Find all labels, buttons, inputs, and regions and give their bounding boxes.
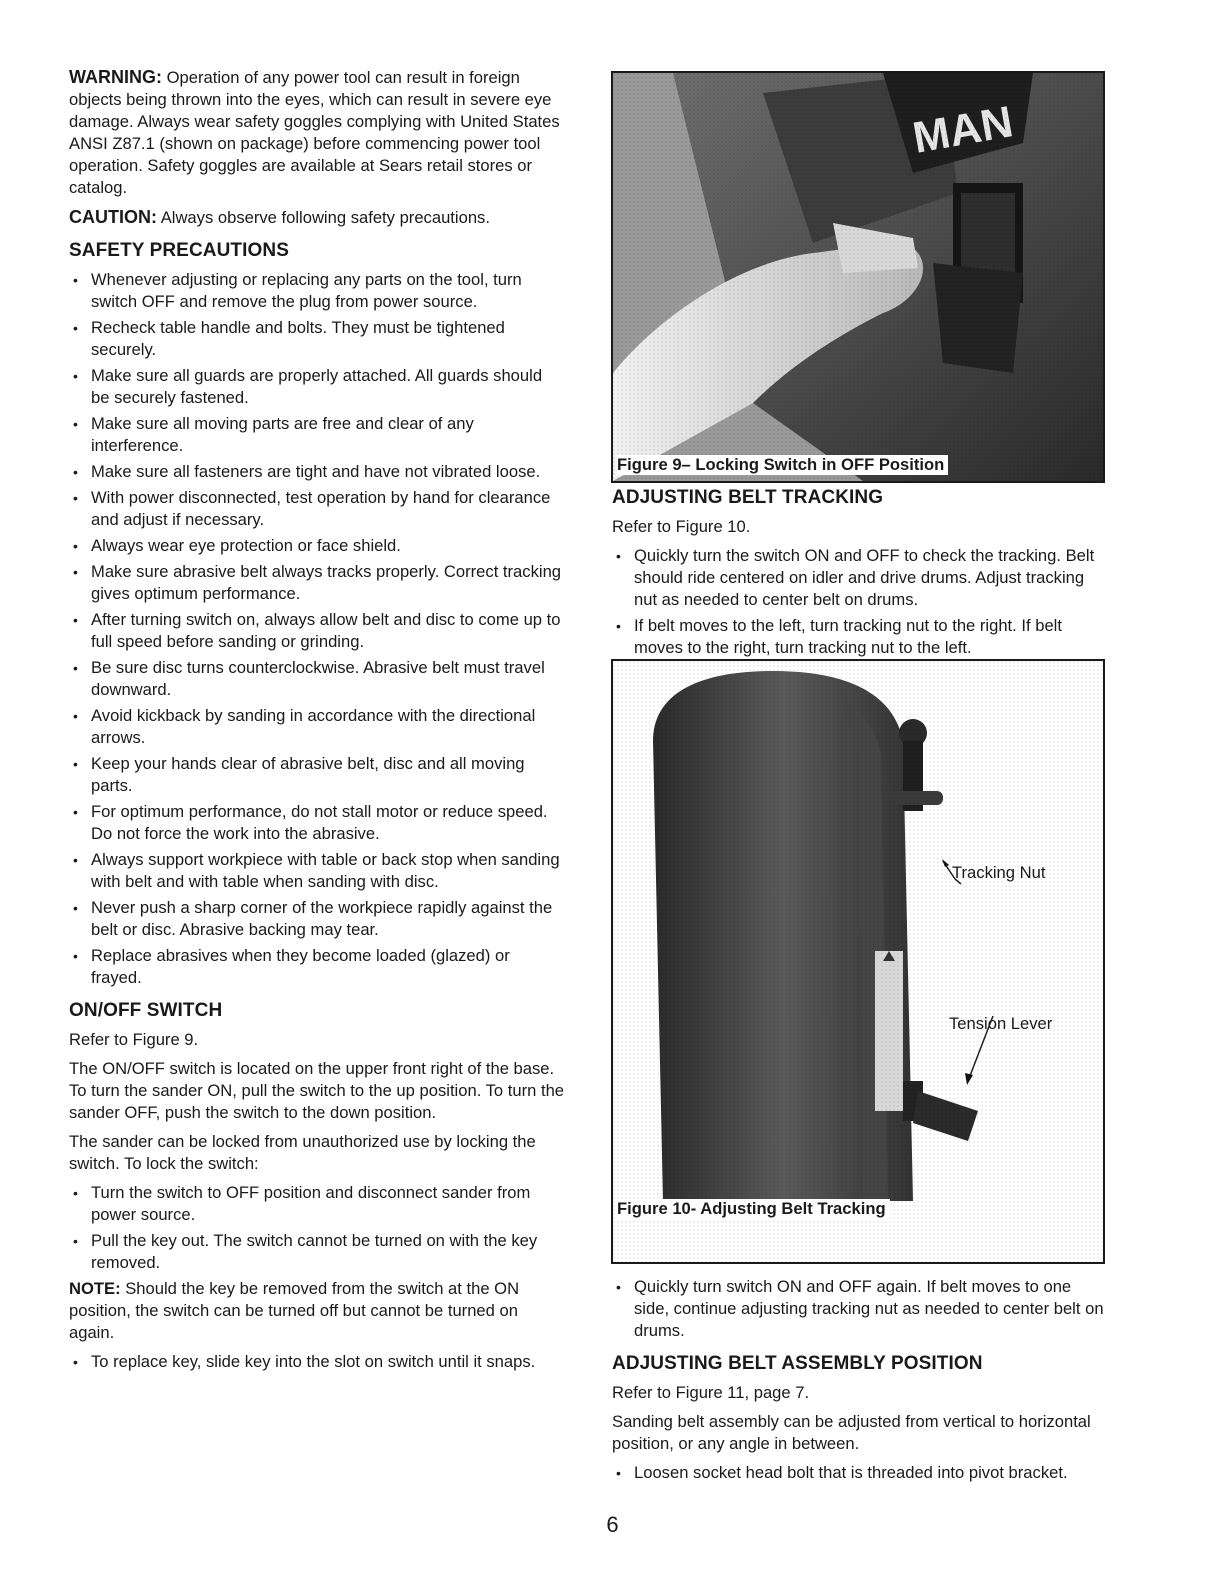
list-item: • For optimum performance, do not stall motor or reduce speed. Do not force the work into the abrasive. xyxy=(69,801,565,845)
list-item: • To replace key, slide key into the slot on switch until it snaps. xyxy=(69,1351,565,1373)
list-item: • With power disconnected, test operation by hand for clearance and adjust if necessary. xyxy=(69,487,565,531)
assembly-heading: ADJUSTING BELT ASSEMBLY POSITION xyxy=(612,1353,983,1374)
list-item: • After turning switch on, always allow belt and disc to come up to full speed before sanding or grinding. xyxy=(69,609,565,653)
onoff-list-2 xyxy=(69,1351,565,1373)
note-paragraph xyxy=(69,1278,565,1344)
list-item: • Avoid kickback by sanding in accordance with the directional arrows. xyxy=(69,705,565,749)
list-item: • Always wear eye protection or face shield. xyxy=(69,535,565,557)
safety-heading: SAFETY PRECAUTIONS xyxy=(69,240,289,261)
list-item: • If belt moves to the left, turn tracking nut to the right. If belt moves to the right, turn tracking nut to the left. xyxy=(612,615,1104,659)
caution-text: Always observe following safety precautions. xyxy=(157,208,490,227)
list-item: • Recheck table handle and bolts. They must be tightened securely. xyxy=(69,317,565,361)
list-item: • Make sure abrasive belt always tracks properly. Correct tracking gives optimum performance. xyxy=(69,561,565,605)
figure-9-caption: Figure 9– Locking Switch in OFF Position xyxy=(617,455,948,475)
list-item: • Whenever adjusting or replacing any parts on the tool, turn switch OFF and remove the plug from power source. xyxy=(69,269,565,313)
list-item: • Loosen socket head bolt that is threaded into pivot bracket. xyxy=(612,1462,1104,1484)
list-item: • Never push a sharp corner of the workpiece rapidly against the belt or disc. Abrasive backing may tear. xyxy=(69,897,565,941)
page-number: 6 xyxy=(606,1512,619,1537)
list-item: • Make sure all moving parts are free and clear of any interference. xyxy=(69,413,565,457)
onoff-list xyxy=(69,1182,565,1274)
tracking-ref: Refer to Figure 10. xyxy=(612,517,751,536)
onoff-heading: ON/OFF SWITCH xyxy=(69,1000,223,1021)
list-item: • Be sure disc turns counterclockwise. Abrasive belt must travel downward. xyxy=(69,657,565,701)
figure-10 xyxy=(611,659,1105,1264)
list-item: • Turn the switch to OFF position and disconnect sander from power source. xyxy=(69,1182,565,1226)
list-item: • Replace abrasives when they become loaded (glazed) or frayed. xyxy=(69,945,565,989)
caution-paragraph xyxy=(69,206,565,229)
tracking-list-2 xyxy=(612,1276,1104,1342)
list-item: • Make sure all guards are properly attached. All guards should be securely fastened. xyxy=(69,365,565,409)
list-item: • Pull the key out. The switch cannot be turned on with the key removed. xyxy=(69,1230,565,1274)
onoff-paragraph-2: The sander can be locked from unauthorized use by locking the switch. To lock the switch: xyxy=(69,1132,536,1173)
right-column-bottom xyxy=(612,1276,1104,1488)
onoff-ref: Refer to Figure 9. xyxy=(69,1030,199,1049)
list-item: • Quickly turn the switch ON and OFF to check the tracking. Belt should ride centered on idler and drive drums. Adjust tracking nut as needed to center belt on drums. xyxy=(612,545,1104,611)
note-lead: NOTE: xyxy=(69,1279,121,1298)
note-text: Should the key be removed from the switch at the ON position, the switch can be turned off but cannot be turned on again. xyxy=(69,1279,520,1342)
safety-list xyxy=(69,269,565,989)
list-item: • Keep your hands clear of abrasive belt, disc and all moving parts. xyxy=(69,753,565,797)
figure-9-photo xyxy=(613,73,1103,481)
assembly-ref: Refer to Figure 11, page 7. xyxy=(612,1383,810,1402)
warning-text: Operation of any power tool can result in foreign objects being thrown into the eyes, which can result in severe eye damage. Always wear safety goggles complying with United States ANSI Z87.1 (shown on package) before commencing power tool operation. Safety goggles are available at Sears retail stores or catalog. xyxy=(69,68,560,197)
left-column xyxy=(69,66,565,1377)
warning-lead: WARNING: xyxy=(69,67,162,87)
onoff-paragraph-1: The ON/OFF switch is located on the upper front right of the base. To turn the sander ON, pull the switch to the up position. To turn the sander OFF, push the switch to the down position. xyxy=(69,1059,565,1122)
assembly-list xyxy=(612,1462,1104,1484)
tracking-nut-callout: Tracking Nut xyxy=(952,863,1046,882)
figure-10-photo xyxy=(613,661,1103,1262)
list-item: • Make sure all fasteners are tight and have not vibrated loose. xyxy=(69,461,565,483)
warning-paragraph xyxy=(69,66,565,199)
right-column-top xyxy=(612,486,1104,663)
figure-9 xyxy=(611,71,1105,483)
assembly-paragraph: Sanding belt assembly can be adjusted from vertical to horizontal position, or any angle in between. xyxy=(612,1412,1091,1453)
caution-lead: CAUTION: xyxy=(69,207,157,227)
tracking-list xyxy=(612,545,1104,659)
tension-lever-callout: Tension Lever xyxy=(949,1014,1053,1033)
tracking-heading: ADJUSTING BELT TRACKING xyxy=(612,487,884,508)
list-item: • Quickly turn switch ON and OFF again. If belt moves to one side, continue adjusting tracking nut as needed to center belt on drums. xyxy=(612,1276,1104,1342)
list-item: • Always support workpiece with table or back stop when sanding with belt and with table when sanding with disc. xyxy=(69,849,565,893)
figure-10-caption: Figure 10- Adjusting Belt Tracking xyxy=(617,1199,890,1219)
